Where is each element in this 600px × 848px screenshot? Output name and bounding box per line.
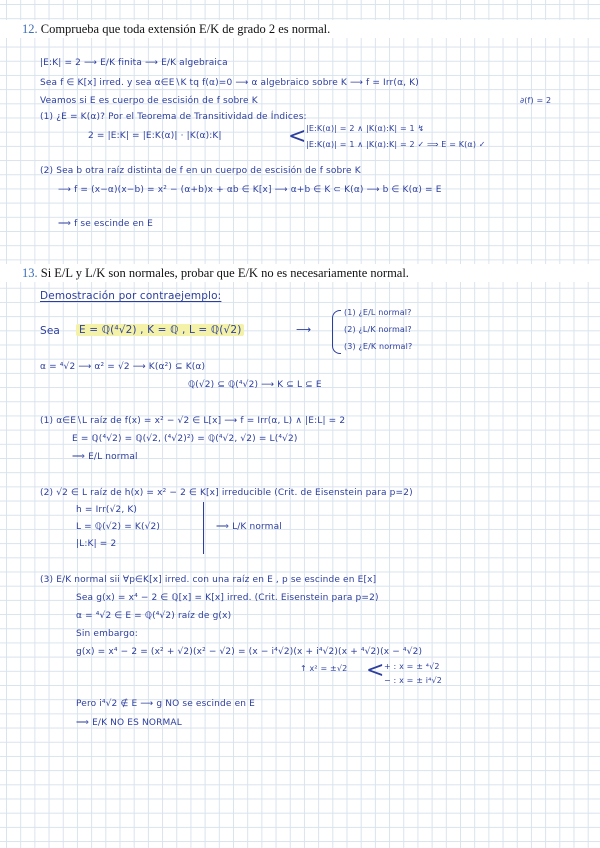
p13-part3-line-4: Sin embargo: [76,629,138,639]
p12-line-5: 2 = |E:K| = |E:K(α)| · |K(α):K| [88,131,222,141]
p12-line-1: Sea f ∈ K[x] irred. y sea α∈E∖K tq f(α)=0 ⟶ α algebraico sobre K ⟶ f = Irr(α, K) [40,78,419,88]
p13-part3-case-minus: − : x = ± i⁴√2 [384,676,442,685]
p13-question-1: (1) ¿E/L normal? [344,308,412,317]
p13-sea-label: Sea [40,325,61,337]
problem12-statement: Comprueba que toda extensión E/K de grado 2 es normal. [40,22,331,36]
p12-case-a: |E:K(α)| = 2 ∧ |K(α):K| = 1 ↯ [306,124,425,133]
p13-part2-line-2: h = Irr(√2, K) [76,505,138,515]
p13-alpha-line-2: ℚ(√2) ⊆ ℚ(⁴√2) ⟶ K ⊆ L ⊆ E [188,380,322,390]
p13-part3-line-1: (3) E/K normal sii ∀p∈K[x] irred. con una raíz en E , p se escinde en E[x] [40,575,377,585]
p12-degree-note: ∂(f) = 2 [520,96,552,105]
p13-part3-case-plus: + : x = ± ⁴√2 [384,662,440,671]
p13-sea-arrow: ⟶ [296,324,312,336]
p13-part1-line-2: E = ℚ(⁴√2) = ℚ(√2, (⁴√2)²) = ℚ(⁴√2, √2) = L(⁴√2) [72,434,298,444]
p12-line-8: (2) Sea b otra raíz distinta de f en un cuerpo de escisión de f sobre K [40,166,361,176]
problem13-statement: Si E/L y L/K son normales, probar que E/K no es necesariamente normal. [40,266,409,280]
p13-part2-line-4: |L:K| = 2 [76,539,117,549]
p12-brace: < [288,124,307,149]
p13-questions-brace [332,310,341,354]
p13-part3-root-note: ↑ x² = ±√2 [300,664,348,673]
p13-heading: Demostración por contraejemplo: [40,290,222,302]
p13-part3-line-9: Pero i⁴√2 ∉ E ⟶ g NO se escinde en E [76,699,255,709]
p12-line-9: ⟶ f = (x−α)(x−b) = x² − (α+b)x + αb ∈ K[x] ⟶ α+b ∈ K ⊂ K(α) ⟶ b ∈ K(α) = E [58,185,442,195]
p12-case-b: |E:K(α)| = 1 ∧ |K(α):K| = 2 ✓ ⟹ E = K(α) ✓ [306,140,486,149]
p13-part2-line-1: (2) √2 ∈ L raíz de h(x) = x² − 2 ∈ K[x] irreducible (Crit. de Eisenstein para p=2) [40,488,413,498]
p13-part3-line-5: g(x) = x⁴ − 2 = (x² + √2)(x² − √2) = (x − i⁴√2)(x + i⁴√2)(x + ⁴√2)(x − ⁴√2) [76,647,423,657]
p13-part1-line-1: (1) α∈E∖L raíz de f(x) = x² − √2 ∈ L[x] ⟶ f = Irr(α, L) ∧ |E:L| = 2 [40,416,346,426]
p13-sea-definition: E = ℚ(⁴√2) , K = ℚ , L = ℚ(√2) [76,324,244,336]
p13-part3-brace: < [366,658,385,683]
p13-part1-line-3: ⟹ E/L normal [72,452,138,462]
p13-alpha-line-1: α = ⁴√2 ⟶ α² = √2 ⟶ K(α²) ⊆ K(α) [40,362,206,372]
p12-line-0: |E:K| = 2 ⟶ E/K finita ⟶ E/K algebraica [40,58,228,68]
problem12-title [22,22,330,37]
p13-part2-line-3: L = ℚ(√2) = K(√2) [76,522,161,532]
problem13-title [22,266,409,281]
p12-line-4: (1) ¿E = K(α)? Por el Teorema de Transitividad de Índices: [40,112,307,122]
p12-line-2: Veamos si E es cuerpo de escisión de f sobre K [40,96,258,106]
problem12-number: 12. [22,22,38,36]
problem13-number: 13. [22,266,38,280]
p13-part2-conclusion: ⟹ L/K normal [216,522,282,532]
p13-question-3: (3) ¿E/K normal? [344,342,413,351]
p13-part3-line-2: Sea g(x) = x⁴ − 2 ∈ ℚ[x] = K[x] irred. (Crit. Eisenstein para p=2) [76,593,379,603]
p13-question-2: (2) ¿L/K normal? [344,325,412,334]
p13-part3-line-3: α = ⁴√2 ∈ E = ℚ(⁴√2) raíz de g(x) [76,611,232,621]
p13-part2-divider [203,502,204,554]
p12-line-10: ⟹ f se escinde en E [58,219,154,229]
p13-part3-conclusion: ⟹ E/K NO ES NORMAL [76,718,182,728]
